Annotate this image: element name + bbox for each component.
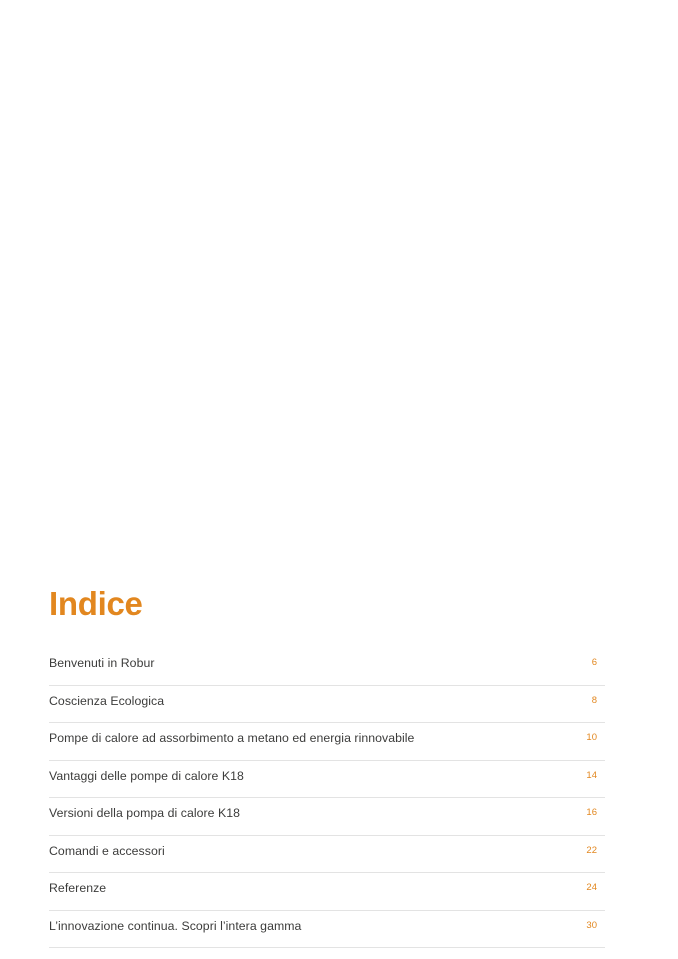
toc-entry-page: 16	[557, 798, 605, 836]
toc-row[interactable]	[49, 835, 605, 873]
toc-row[interactable]	[49, 760, 605, 798]
toc-entry-label: L’innovazione continua. Scopri l’intera gamma	[49, 910, 557, 948]
toc-row[interactable]	[49, 648, 605, 685]
toc-entry-page: 30	[557, 910, 605, 948]
table-of-contents	[49, 586, 605, 948]
toc-entry-label: Vantaggi delle pompe di calore K18	[49, 760, 557, 798]
toc-row[interactable]	[49, 685, 605, 723]
toc-entry-label: Comandi e accessori	[49, 835, 557, 873]
toc-entry-page: 14	[557, 760, 605, 798]
toc-entry-label: Referenze	[49, 873, 557, 911]
toc-row[interactable]	[49, 910, 605, 948]
page-title: Indice	[49, 585, 143, 622]
toc-entry-page: 22	[557, 835, 605, 873]
toc-list	[49, 648, 605, 948]
toc-entry-page: 6	[557, 648, 605, 685]
toc-entry-page: 8	[557, 685, 605, 723]
toc-row[interactable]	[49, 723, 605, 761]
toc-entry-label: Coscienza Ecologica	[49, 685, 557, 723]
toc-entry-label: Versioni della pompa di calore K18	[49, 798, 557, 836]
toc-entry-page: 24	[557, 873, 605, 911]
toc-entry-label: Pompe di calore ad assorbimento a metano ed energia rinnovabile	[49, 723, 557, 761]
toc-entry-label: Benvenuti in Robur	[49, 648, 557, 685]
toc-row[interactable]	[49, 873, 605, 911]
toc-row[interactable]	[49, 798, 605, 836]
toc-entry-page: 10	[557, 723, 605, 761]
